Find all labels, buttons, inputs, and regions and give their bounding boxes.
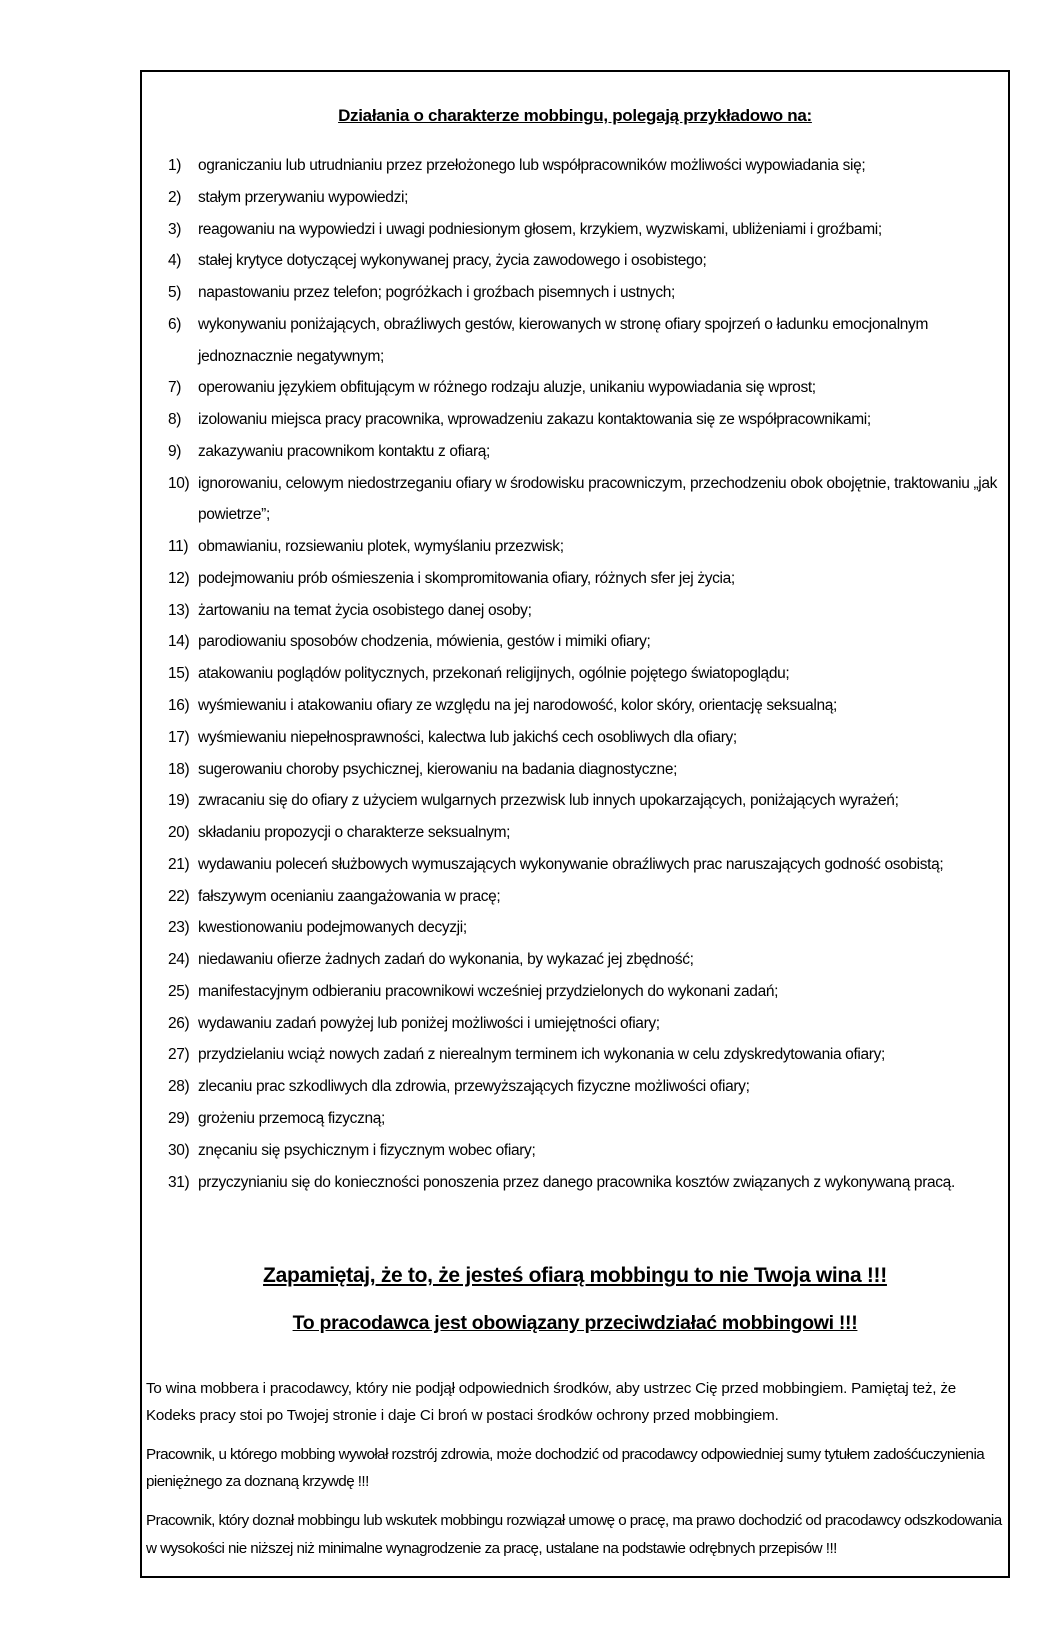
list-item-text: operowaniu językiem obfitującym w różnego rodzaju aluzje, unikaniu wypowiadania się wprost; [198, 379, 816, 397]
list-item [168, 245, 1004, 277]
list-item-text: żartowaniu na temat życia osobistego danej osoby; [198, 601, 532, 619]
list-item-text: ignorowaniu, celowym niedostrzeganiu ofiary w środowisku pracowniczym, przechodzeniu obok obojętnie, traktowaniu „jak powietrze”; [198, 474, 998, 524]
list-item [168, 563, 1004, 595]
list-item-number: 23) [168, 919, 190, 937]
list-item [168, 881, 1004, 913]
list-item [168, 1103, 1004, 1135]
list-item [168, 277, 1004, 309]
list-item-number: 12) [168, 569, 190, 587]
list-item [168, 150, 1004, 182]
list-item-number: 8) [168, 411, 182, 429]
list-item-number: 19) [168, 792, 190, 810]
list-item [168, 976, 1004, 1008]
list-item [168, 531, 1004, 563]
list-item [168, 849, 1004, 881]
list-item-number: 7) [168, 379, 182, 397]
list-item [168, 817, 1004, 849]
list-item-number: 6) [168, 315, 182, 333]
list-item [168, 309, 1004, 373]
paragraph-health-compensation: Pracownik, u którego mobbing wywołał rozstrój zdrowia, może dochodzić od pracodawcy odpowiedniej sumy tytułem zadośćuczynienia pieniężnego za doznaną krzywdę !!! [146, 1446, 985, 1491]
list-item-number: 16) [168, 697, 190, 715]
closing-paragraphs [146, 1375, 1004, 1561]
list-item-text: izolowaniu miejsca pracy pracownika, wprowadzeniu zakazu kontaktowania się ze współpracownikami; [198, 411, 871, 429]
document-frame [140, 70, 1010, 1578]
list-item-number: 10) [168, 474, 190, 492]
list-item-number: 2) [168, 188, 182, 206]
list-item-text: składaniu propozycji o charakterze seksualnym; [198, 824, 511, 842]
list-item-number: 1) [168, 157, 182, 174]
list-item [168, 468, 1004, 532]
list-item-number: 11) [168, 538, 189, 556]
list-item-text: reagowaniu na wypowiedzi i uwagi podniesionym głosem, krzykiem, wyzwiskami, ubliżeniami i groźbami; [198, 220, 882, 238]
emphasis-line-employer-obligation: To pracodawca jest obowiązany przeciwdziałać mobbingowi !!! [292, 1312, 858, 1335]
list-item-number: 24) [168, 951, 190, 969]
list-item-number: 22) [168, 887, 190, 905]
list-item-number: 28) [168, 1078, 190, 1096]
list-item-text: fałszywym ocenianiu zaangażowania w pracę; [198, 887, 501, 905]
list-item [168, 1167, 1004, 1199]
list-item-number: 17) [168, 728, 190, 746]
list-item-number: 25) [168, 982, 190, 1000]
list-item-text: manifestacyjnym odbieraniu pracownikowi wcześniej przydzielonych do wykonani zadań; [198, 982, 779, 1000]
list-item-text: wykonywaniu poniżających, obraźliwych gestów, kierowanych w stronę ofiary spojrzeń o ładunku emocjonalnym jednoznacznie negatywnym; [198, 315, 929, 365]
list-item [168, 214, 1004, 246]
list-item-number: 20) [168, 824, 190, 842]
list-item [168, 182, 1004, 214]
list-item [168, 1071, 1004, 1103]
list-item-text: niedawaniu ofierze żadnych zadań do wykonania, by wykazać jej zbędność; [198, 951, 694, 969]
list-item-number: 14) [168, 633, 190, 651]
list-item-number: 5) [168, 284, 182, 302]
list-item-text: grożeniu przemocą fizyczną; [198, 1109, 385, 1127]
list-item-text: zwracaniu się do ofiary z użyciem wulgarnych przezwisk lub innych upokarzających, poniżających wyrażeń; [198, 792, 899, 810]
list-item-text: parodiowaniu sposobów chodzenia, mówienia, gestów i mimiki ofiary; [198, 633, 651, 651]
list-item-number: 13) [168, 601, 190, 619]
list-item-text: znęcaniu się psychicznym i fizycznym wobec ofiary; [198, 1141, 536, 1159]
list-item-number: 29) [168, 1109, 190, 1127]
list-item-text: przydzielaniu wciąż nowych zadań z nierealnym terminem ich wykonania w celu zdyskredytowania ofiary; [198, 1046, 885, 1064]
list-item-text: atakowaniu poglądów politycznych, przekonań religijnych, ogólnie pojętego światopoglądu; [198, 665, 790, 683]
list-item [168, 722, 1004, 754]
list-item [168, 1039, 1004, 1071]
list-item-text: wydawaniu poleceń służbowych wymuszających wykonywanie obraźliwych prac naruszających godność osobistą; [198, 855, 944, 873]
mobbing-actions-list [146, 150, 1004, 1198]
list-item-text: podejmowaniu prób ośmieszenia i skompromitowania ofiary, różnych sfer jej życia; [198, 569, 735, 587]
list-item-text: napastowaniu przez telefon; pogróżkach i groźbach pisemnych i ustnych; [198, 284, 675, 302]
list-item-number: 30) [168, 1141, 190, 1159]
list-item-number: 15) [168, 665, 190, 683]
list-item-text: stałym przerywaniu wypowiedzi; [198, 188, 409, 206]
list-item-text: ograniczaniu lub utrudnianiu przez przełożonego lub współpracowników możliwości wypowiadania się; [198, 157, 866, 174]
list-item-text: wyśmiewaniu niepełnosprawności, kalectwa lub jakichś cech osobliwych dla ofiary; [198, 728, 737, 746]
list-item [168, 595, 1004, 627]
list-item [168, 626, 1004, 658]
list-item-number: 26) [168, 1014, 190, 1032]
list-item-text: wyśmiewaniu i atakowaniu ofiary ze względu na jej narodowość, kolor skóry, orientację seksualną; [198, 697, 837, 715]
list-item-number: 31) [168, 1173, 190, 1191]
list-item [168, 436, 1004, 468]
list-item [168, 372, 1004, 404]
list-item-text: zakazywaniu pracownikom kontaktu z ofiarą; [198, 442, 491, 460]
list-item-number: 9) [168, 442, 182, 460]
document-title: Działania o charakterze mobbingu, polegają przykładowo na: [338, 106, 812, 125]
list-item-text: zlecaniu prac szkodliwych dla zdrowia, przewyższających fizyczne możliwości ofiary; [198, 1078, 750, 1096]
list-item-number: 18) [168, 760, 190, 778]
list-item-number: 3) [168, 220, 182, 238]
list-item-number: 27) [168, 1046, 190, 1064]
list-item [168, 1135, 1004, 1167]
list-item-number: 21) [168, 855, 190, 873]
list-item [168, 404, 1004, 436]
list-item-text: stałej krytyce dotyczącej wykonywanej pracy, życia zawodowego i osobistego; [198, 252, 707, 270]
list-item [168, 1008, 1004, 1040]
list-item-number: 4) [168, 252, 182, 270]
list-item-text: obmawianiu, rozsiewaniu plotek, wymyślaniu przezwisk; [198, 538, 564, 556]
paragraph-mobber-blame: To wina mobbera i pracodawcy, który nie podjął odpowiednich środków, aby ustrzec Cię przed mobbingiem. Pamiętaj też, że Kodeks pracy stoi po Twojej stronie i daje Ci broń w postaci środków ochrony przed mobbingiem. [146, 1380, 956, 1425]
list-item-text: kwestionowaniu podejmowanych decyzji; [198, 919, 467, 937]
list-item [168, 912, 1004, 944]
list-item [168, 944, 1004, 976]
list-item [168, 690, 1004, 722]
list-item [168, 754, 1004, 786]
list-item-text: wydawaniu zadań powyżej lub poniżej możliwości i umiejętności ofiary; [198, 1014, 660, 1032]
emphasis-line-victim-not-your-fault: Zapamiętaj, że to, że jesteś ofiarą mobbingu to nie Twoja wina !!! [263, 1264, 887, 1288]
list-item-text: sugerowaniu choroby psychicznej, kierowaniu na badania diagnostyczne; [198, 760, 678, 778]
list-item [168, 658, 1004, 690]
list-item-text: przyczynianiu się do konieczności ponoszenia przez danego pracownika kosztów związanych z wykonywaną pracą. [198, 1173, 955, 1191]
paragraph-contract-compensation: Pracownik, który doznał mobbingu lub wskutek mobbingu rozwiązał umowę o pracę, ma prawo dochodzić od pracodawcy odszkodowania w wysokości nie niższej niż minimalne wynagrodzenie za pracę, ustalane na podstawie odrębnych przepisów !!! [146, 1512, 1002, 1557]
list-item [168, 785, 1004, 817]
